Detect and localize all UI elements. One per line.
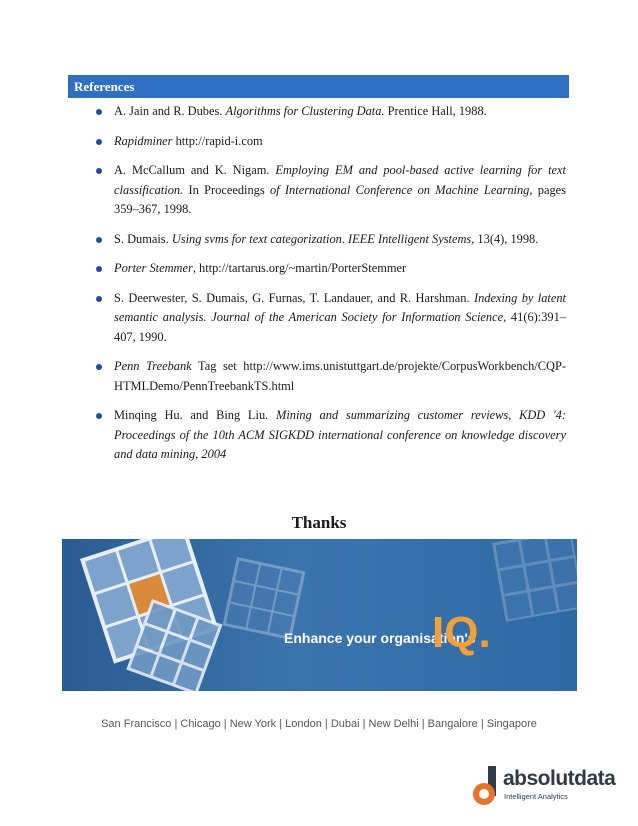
ref-authors: Minqing Hu. and Bing Liu. — [114, 408, 276, 422]
ref-venue: of International Conference on Machine Learning, — [269, 182, 533, 197]
company-logo — [470, 766, 616, 810]
banner-tagline: Enhance your organisation's — [284, 630, 476, 646]
ref-title: Using svms for text categorization — [171, 231, 342, 246]
cube-corner-icon — [492, 539, 577, 622]
reference-item — [96, 132, 566, 152]
ref-link: Tag set http://www.ims.unistuttgart.de/projekte/CorpusWorkbench/CQP-HTMLDemo/PennTreebankTS.html — [114, 359, 566, 393]
rubiks-cube-graphic — [62, 539, 577, 691]
reference-item — [96, 406, 566, 465]
section-header: References — [68, 75, 569, 98]
reference-item — [96, 259, 566, 279]
ref-title: Mining and summarizing customer reviews, KDD '4: Proceedings of the 10th ACM SIGKDD international conference on knowledge discovery and data mining, 2004 — [114, 408, 566, 461]
ref-title: Porter Stemmer — [114, 261, 193, 275]
promo-banner — [62, 539, 577, 691]
ref-authors: A. Jain and R. Dubes. — [114, 104, 226, 118]
banner-highlight: IQ. — [432, 608, 491, 657]
ref-title: Rapidminer — [114, 133, 173, 148]
ref-title: Employing EM and pool-based active learning for text classification. — [114, 163, 566, 197]
reference-item — [96, 102, 566, 122]
ref-title: Algorithms for Clustering Data. — [225, 104, 385, 118]
ref-volume: , 41(6):391–407, 1990. — [114, 310, 566, 344]
reference-list — [96, 102, 566, 475]
ref-source: In Proceedings — [183, 182, 270, 197]
ref-link: http://rapid-i.com — [172, 133, 263, 148]
ref-authors: A. McCallum and K. Nigam. — [114, 163, 276, 177]
ref-source: Prentice Hall, 1988. — [384, 104, 487, 118]
ref-title: Penn Treebank — [114, 359, 192, 373]
ref-pages: pages 359–367, 1998. — [114, 182, 566, 216]
ref-title: Indexing by latent semantic analysis. Journal of the American Society for Information Science — [114, 290, 566, 324]
reference-item — [96, 230, 566, 250]
logo-mark-icon — [470, 766, 502, 808]
ref-link: , http://tartarus.org/~martin/PorterStemmer — [192, 261, 407, 275]
cube-faded-icon — [222, 557, 305, 640]
ref-authors: S. Dumais. — [114, 231, 172, 246]
reference-item — [96, 357, 566, 396]
ref-authors: S. Deerwester, S. Dumais, G. Furnas, T. Landauer, and R. Harshman. — [114, 290, 474, 305]
reference-item — [96, 289, 566, 348]
logo-name: absolutdata — [503, 767, 616, 790]
reference-item — [96, 161, 566, 220]
ref-volume: , 13(4), 1998. — [471, 231, 539, 246]
office-locations: San Francisco | Chicago | New York | London | Dubai | New Delhi | Bangalore | Singapore — [101, 718, 537, 730]
ref-venue: IEEE Intelligent Systems — [348, 231, 472, 246]
ref-sep: . — [341, 231, 349, 246]
logo-subtitle: Intelligent Analytics — [504, 792, 568, 801]
closing-text: Thanks — [291, 513, 347, 532]
